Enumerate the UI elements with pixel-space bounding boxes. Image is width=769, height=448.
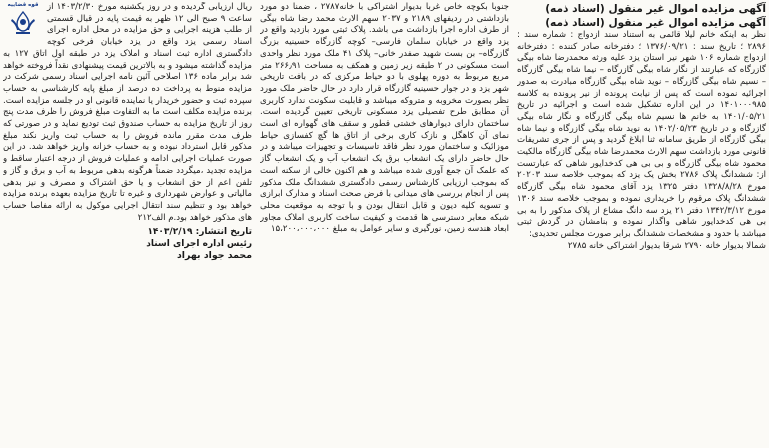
official-name: محمد جواد بهراد [176, 250, 252, 262]
notice-body-middle: جنوبا بکوچه خاص غربا بدیوار اشتراکی با خانه۲۷۸۷ ، ضمنا دو مورد بازداشتی در ردیفهای ۲۱۸۹ و ۲۰۳۷ سهم الارث محمد رضا شاه بیگی از طرف اداره اجرا بازداشت می باشد. پلاک ثبتی مورد بازدید واقع در یزد واقع در خیابان سلمان فارسی– کوچه گازرگاه حسینیه بزرگ گازرگاه– بن بست شهید صفدر خانی– پلاک ۴۱ ملک مورد نظر واحدی است مسکونی در ۲ طبقه زیر زمین و همکف به مساحت ۲۶۶٫۹۱ متر مربع مربوط به دوره پهلوی با دو حیاط مرکزی که در بافت تاریخی شهر یزد و در جوار حسینیه گازرگاه قرار دارد در حال حاضر ملک مورد نظر بصورت مخروبه و متروکه میباشد و قابلیت سکونت ندارد کاربری آن مطابق طرح تفصیلی یزد مسکونی تاریخی تعیین گردیده است. ساختمان دارای دیوارهای خشتی قطور و سقف های گهواره ای است نمای آن کاهگل و نازک کاری برخی از اتاق ها گچ کفسازی حیاط موزائیک و ساختمان مورد نظر فاقد تاسیسات و تجهیزات میباشد و در حال حاضر دارای یک انشعاب برق یک انشعاب آب و یک انشعاب گاز که علمک آن جمع آوری شده میباشد و هم اکنون خالی از سکنه است که بموجب ارزیابی کارشناس رسمی دادگستری ششدانگ ملک مذکور پس از انجام بررسی های میدانی با فرض صحت اسناد و مدارک ابرازی و تسویه کلیه دیون و قابل انتقال بودن و با توجه به موقعیت محلی شبکه معابر دسترسی ها قدمت و کیفیت ساخت کاربری املاک مجاور ابعاد هندسه زمین، نورگیری و سایر عوامل به مبلغ ۱۵،۲۰۰،۰۰۰،۰۰۰ [260, 2, 509, 235]
notice-title-2: آگهی مزایده اموال غیر منقول (اسناد ذمه) [545, 17, 766, 29]
column-left [3, 2, 252, 446]
publish-date: تاریخ انتشار: ۱۴۰۳/۲/۱۹ [147, 227, 252, 238]
judiciary-logo [3, 2, 43, 38]
logo-caption: قوه قضاییه [7, 2, 39, 8]
notice-columns [3, 2, 766, 446]
official-title: رئیس اداره اجرای اسناد [146, 239, 252, 250]
notice-title-1: آگهی مزایده اموال غیر منقول (اسناد ذمه) [545, 3, 766, 15]
notice-body-right: نظر به اینکه خانم لیلا قائمی به استناد سند ازدواج : شماره سند : ۲۸۹۶ ؛ تاریخ سند : ۱۳۷۶/۰۹/۲۱ ؛ دفترخانه صادر کننده : دفترخانه ازدواج شماره ۱۰۶ شهر نیر استان یزد علیه ورثه محمدرضا شاه بیگی گازرگاه که عبارتند از نگار شاه بیگی گازرگاه – نیما شاه بیگی گازرگاه – نسیم شاه بیگی گازرگاه – نوید شاه بیگی گازرگاه مبادرت به صدور اجرائیه نموده است که پس از نیابت پرونده از نیر پرونده به کلاسه ۱۴۰۱۰۰۰۹۸۵ در این اداره تشکیل شده است و اجرائیه در تاریخ ۱۴۰۱/۰۵/۲۱ به خانم ها نسیم شاه بیگی گازرگاه و نگار شاه بیگی گازرگاه و در تاریخ ۱۴۰۲/۰۵/۲۳ به نوید شاه بیگی گازرگاه و نیما شاه بیگی گازرگاه از طریق سامانه ثنا ابلاغ گردید و پس از جری تشریفات قانونی مورد بازداشت سهم الارث محمدرضا شاه بیگی گازرگاه مالکیت محمود شاه بیگی گازرگاه و بی بی هی کدخدایور شاهی که عبارتست از: ششدانگ پلاک ۲۷۸۶ بخش یک یزد که بموجب خلاصه سند ۲۰۲۰۳ مورخ ۱۳۲۸/۸/۲۸ دفتر ۱۳۲۵ یزد آقای محمود شاه بیگی گازرگاه ششدانگ پلاک مرقوم را خریداری نموده و بموجب خلاصه سند ۱۳۰۶ مورخ ۱۳۴۲/۳/۱۲ دفتر ۲۱ یزد سه دانگ مشاع از پلاک مذکور را به بی بی هی کدخدایور شاهی واگذار نموده و بنامشان در گردش ثبتی میباشد با حدود و مشخصات ششدانگ برابر صورت مجلس تحدیدی: [517, 30, 766, 239]
notice-body-left: ریال ارزیابی گردیده و در روز یکشنبه مورخ ۱۴۰۳/۲/۳۰ از ساعت ۹ صبح الی ۱۲ ظهر به قیمت پایه در قبال قسمتی از طلب هزینه اجرایی و حق مزایده در محل اداره اجرای اسناد رسمی یزد واقع در یزد خیابان فرخی کوچه دادگستری اداره ثبت اسناد و املاک یزد در طبقه اول اتاق ۱۲۷ به مزایده گذاشته میشود و به بالاترین قیمت پیشنهادی نقداً فروخته خواهد شد برابر ماده ۱۳۶ اصلاحی آئین نامه اجرایی اسناد رسمی شرکت در مزایده منوط به پرداخت ده درصد از مبلغ پایه کارشناسی به حساب سپرده ثبت و حضور خریدار یا نماینده قانونی او در جلسه مزایده است. برنده مزایده مکلف است ما به التفاوت مبلغ فروش را ظرف مدت پنج روز از تاریخ مزایده به حساب صندوق ثبت تودیع نماید و در صورتی که ظرف مدت مقرر مانده فروش را به حساب ثبت واریز نکند مبلغ مذکور قابل استرداد نبوده و به حساب خزانه واریز خواهد شد. در این صورت عملیات اجرایی ادامه و عملیات فروش از درجه اعتبار ساقط و مزایده تجدید ،میگردد ضمناً هرگونه بدهی مربوط به آب و برق و گاز و تلفن اعم از حق انشعاب و یا حق اشتراک و مصرف و نیز بدهی مالیاتی و عوارض شهرداری و غیره تا تاریخ مزایده بعهده برنده مزایده خواهد بود و تنظیم سند انتقال اجرایی موکول به ارائه مفاصا حساب های مذکور خواهد بود.م الف۲۱۲ [3, 2, 252, 223]
signature-block [3, 226, 252, 263]
column-middle [260, 2, 509, 446]
judiciary-emblem-icon [8, 9, 38, 36]
notice-body-right-tail: شمالا بدیوار خانه ۲۷۹۰ شرقا بدیوار اشتراکی خانه ۲۷۸۵ [567, 240, 766, 251]
column-right [517, 2, 766, 446]
